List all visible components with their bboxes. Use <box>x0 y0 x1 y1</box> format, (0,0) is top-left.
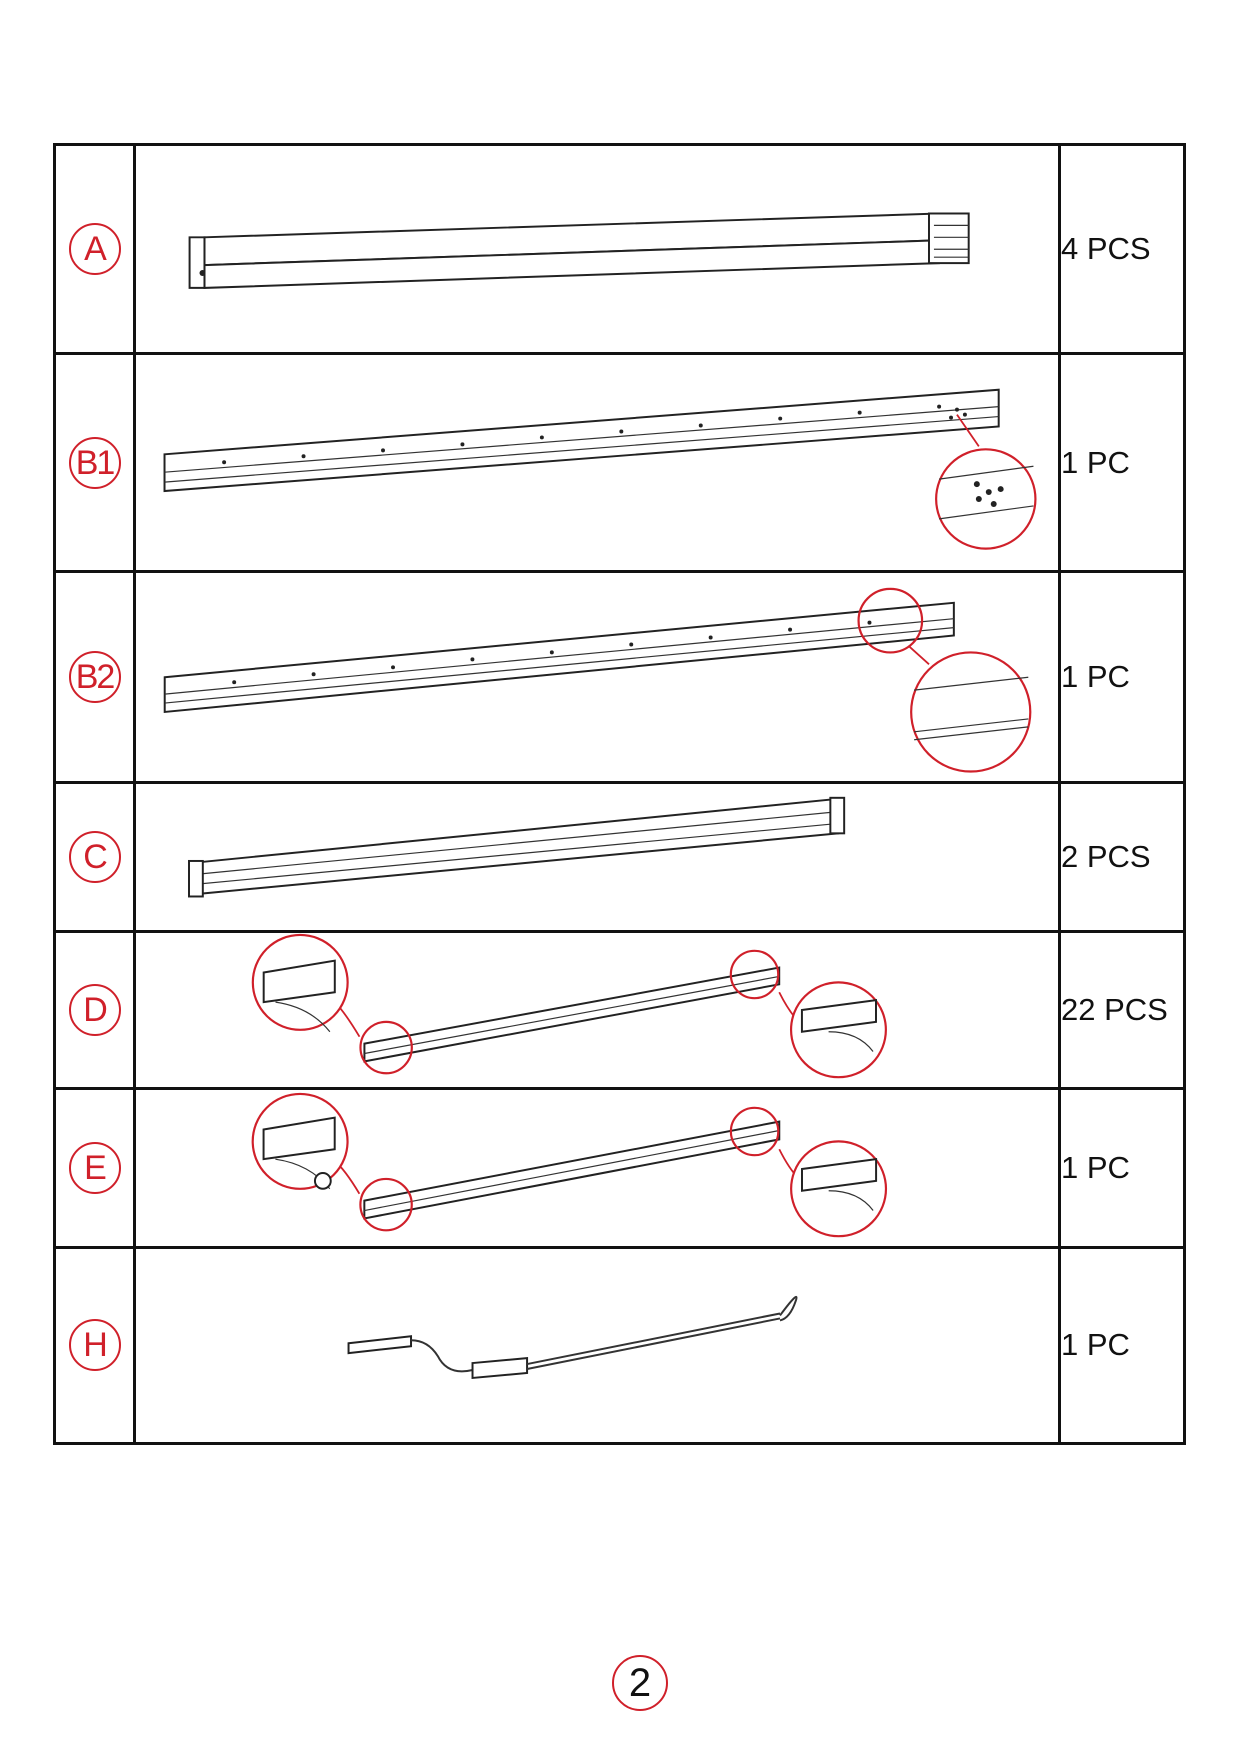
part-illustration-h <box>135 1247 1060 1443</box>
slat-e-illustration <box>136 1090 1058 1246</box>
page-number: 2 <box>612 1655 668 1711</box>
slat-d-illustration <box>136 933 1058 1086</box>
part-label-cell <box>55 145 135 354</box>
part-label-c: C <box>69 831 121 883</box>
part-label-d: D <box>69 984 121 1036</box>
part-row-b1 <box>55 354 1185 572</box>
part-illustration-b2 <box>135 571 1060 782</box>
part-row-d <box>55 932 1185 1088</box>
part-label-cell <box>55 1247 135 1443</box>
crank-handle-illustration <box>136 1249 1058 1442</box>
channel-rail-b2-illustration <box>136 573 1058 781</box>
part-label-b1: B1 <box>69 437 121 489</box>
part-label-e: E <box>69 1142 121 1194</box>
part-qty-a: 4 PCS <box>1060 145 1185 354</box>
channel-rail-b1-illustration <box>136 355 1058 570</box>
channel-c-illustration <box>136 784 1058 930</box>
part-illustration-a <box>135 145 1060 354</box>
long-rail-illustration <box>136 146 1058 352</box>
part-qty-e: 1 PC <box>1060 1088 1185 1247</box>
part-row-c <box>55 783 1185 932</box>
part-label-h: H <box>69 1319 121 1371</box>
part-label-cell <box>55 932 135 1088</box>
part-illustration-b1 <box>135 354 1060 572</box>
part-qty-b2: 1 PC <box>1060 571 1185 782</box>
part-qty-d: 22 PCS <box>1060 932 1185 1088</box>
part-qty-c: 2 PCS <box>1060 783 1185 932</box>
part-qty-h: 1 PC <box>1060 1247 1185 1443</box>
part-label-cell <box>55 571 135 782</box>
part-label-b2: B2 <box>69 651 121 703</box>
part-label-a: A <box>69 223 121 275</box>
part-label-cell <box>55 783 135 932</box>
part-illustration-e <box>135 1088 1060 1247</box>
part-label-cell <box>55 1088 135 1247</box>
part-row-b2 <box>55 571 1185 782</box>
part-label-cell <box>55 354 135 572</box>
part-illustration-d <box>135 932 1060 1088</box>
part-row-a <box>55 145 1185 354</box>
part-row-e <box>55 1088 1185 1247</box>
part-qty-b1: 1 PC <box>1060 354 1185 572</box>
part-row-h <box>55 1247 1185 1443</box>
parts-table <box>53 143 1186 1445</box>
part-illustration-c <box>135 783 1060 932</box>
